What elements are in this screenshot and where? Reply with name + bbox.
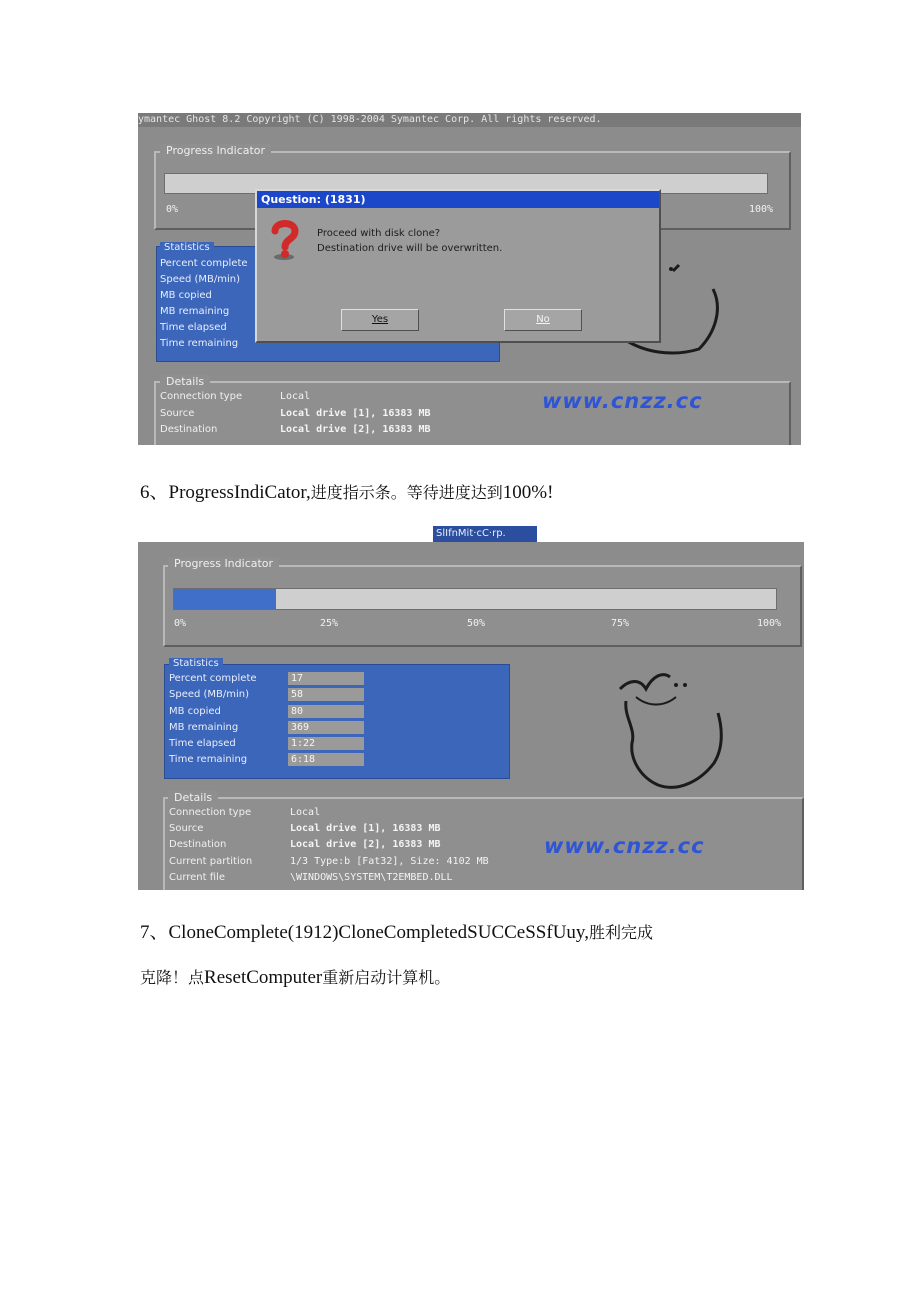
question-icon — [267, 219, 301, 261]
stat-label: MB copied — [169, 706, 221, 717]
detail-label: Source — [169, 823, 204, 834]
step-7-caption-zh: 胜利完成 — [588, 923, 653, 942]
stat-label: MB remaining — [169, 722, 239, 733]
detail-label: Destination — [169, 839, 227, 850]
progress-tick: 25% — [320, 618, 339, 629]
dialog-message-line-2: Destination drive will be overwritten. — [317, 243, 503, 254]
ghost-header-bar — [138, 113, 801, 127]
step-6-caption-zh: 进度指示条。等待进度达到 — [310, 483, 503, 502]
caption-zh-1: 克降！点 — [140, 968, 205, 987]
question-dialog — [255, 189, 661, 343]
detail-label: Source — [160, 408, 195, 419]
stat-label: MB copied — [160, 290, 212, 301]
details-title: Details — [168, 791, 218, 804]
brand-watermark: www.cnzz.cc — [542, 389, 703, 413]
yes-button[interactable]: Yes — [341, 309, 419, 331]
stat-value: 369 — [288, 721, 364, 734]
detail-value: Local — [290, 807, 321, 818]
detail-label: Current partition — [169, 856, 253, 867]
stat-value: 80 — [288, 705, 364, 718]
stat-value: 17 — [288, 672, 364, 685]
detail-value: Local drive [1], 16383 MB — [280, 408, 431, 419]
detail-value: Local drive [2], 16383 MB — [280, 424, 431, 435]
stat-label: Percent complete — [160, 258, 248, 269]
ghost-logo-icon — [618, 667, 728, 792]
stat-label: Time remaining — [169, 754, 248, 765]
statistics-title: Statistics — [169, 658, 223, 669]
ghost-header-tab-text: SlIfnMit·cC·rp. — [436, 528, 506, 539]
details-panel — [163, 797, 804, 890]
ghost-header-text: ymantec Ghost 8.2 Copyright (C) 1998-2004 Symantec Corp. All rights reserved. — [138, 114, 602, 125]
step-7-caption-prefix: 7、CloneComplete(1912)CloneCompletedSUCCeSSfUuy, — [140, 922, 589, 943]
progress-tick-end: 100% — [749, 204, 774, 215]
caption-zh-2: 重新启动计算机。 — [322, 968, 451, 987]
details-title: Details — [160, 375, 210, 388]
progress-tick: 0% — [174, 618, 187, 629]
stat-value: 1:22 — [288, 737, 364, 750]
step-6-caption-prefix: 6、ProgressIndiCator, — [140, 482, 311, 503]
detail-value: 1/3 Type:b [Fat32], Size: 4102 MB — [290, 856, 489, 867]
stat-value: 6:18 — [288, 753, 364, 766]
ghost-screenshot-2 — [138, 542, 804, 890]
stat-label: Percent complete — [169, 673, 257, 684]
detail-label: Connection type — [169, 807, 252, 818]
detail-label: Connection type — [160, 391, 243, 402]
dialog-message-line-1: Proceed with disk clone? — [317, 228, 441, 239]
progress-panel-title: Progress Indicator — [160, 144, 271, 157]
detail-value: \WINDOWS\SYSTEM\T2EMBED.DLL — [290, 872, 453, 883]
detail-value: Local — [280, 391, 311, 402]
step-6-caption-suffix: 100%! — [502, 482, 554, 503]
brand-watermark: www.cnzz.cc — [544, 834, 705, 858]
detail-label: Destination — [160, 424, 218, 435]
stat-label: Time elapsed — [169, 738, 236, 749]
progress-tick: 100% — [757, 618, 782, 629]
progress-panel-title: Progress Indicator — [168, 557, 279, 570]
stat-value: 58 — [288, 688, 364, 701]
dialog-titlebar — [257, 191, 659, 208]
stat-label: Time elapsed — [160, 322, 227, 333]
step-7-caption — [140, 917, 653, 944]
progress-bar — [173, 588, 777, 610]
dialog-title: Question: (1831) — [261, 193, 366, 206]
progress-tick: 75% — [611, 618, 630, 629]
step-7-caption-continued — [140, 965, 450, 989]
detail-value: Local drive [2], 16383 MB — [290, 839, 441, 850]
stat-label: Time remaining — [160, 338, 239, 349]
detail-label: Current file — [169, 872, 225, 883]
caption-en: ResetComputer — [204, 967, 323, 988]
no-button[interactable]: No — [504, 309, 582, 331]
detail-value: Local drive [1], 16383 MB — [290, 823, 441, 834]
ghost-screenshot-1 — [138, 113, 801, 445]
progress-tick: 50% — [467, 618, 486, 629]
stat-label: Speed (MB/min) — [160, 274, 241, 285]
step-6-caption — [140, 477, 553, 504]
ghost-header-tab — [433, 526, 537, 542]
progress-tick-start: 0% — [166, 204, 179, 215]
stat-label: Speed (MB/min) — [169, 689, 250, 700]
statistics-title: Statistics — [160, 242, 214, 253]
progress-bar-fill — [174, 589, 276, 609]
stat-label: MB remaining — [160, 306, 230, 317]
